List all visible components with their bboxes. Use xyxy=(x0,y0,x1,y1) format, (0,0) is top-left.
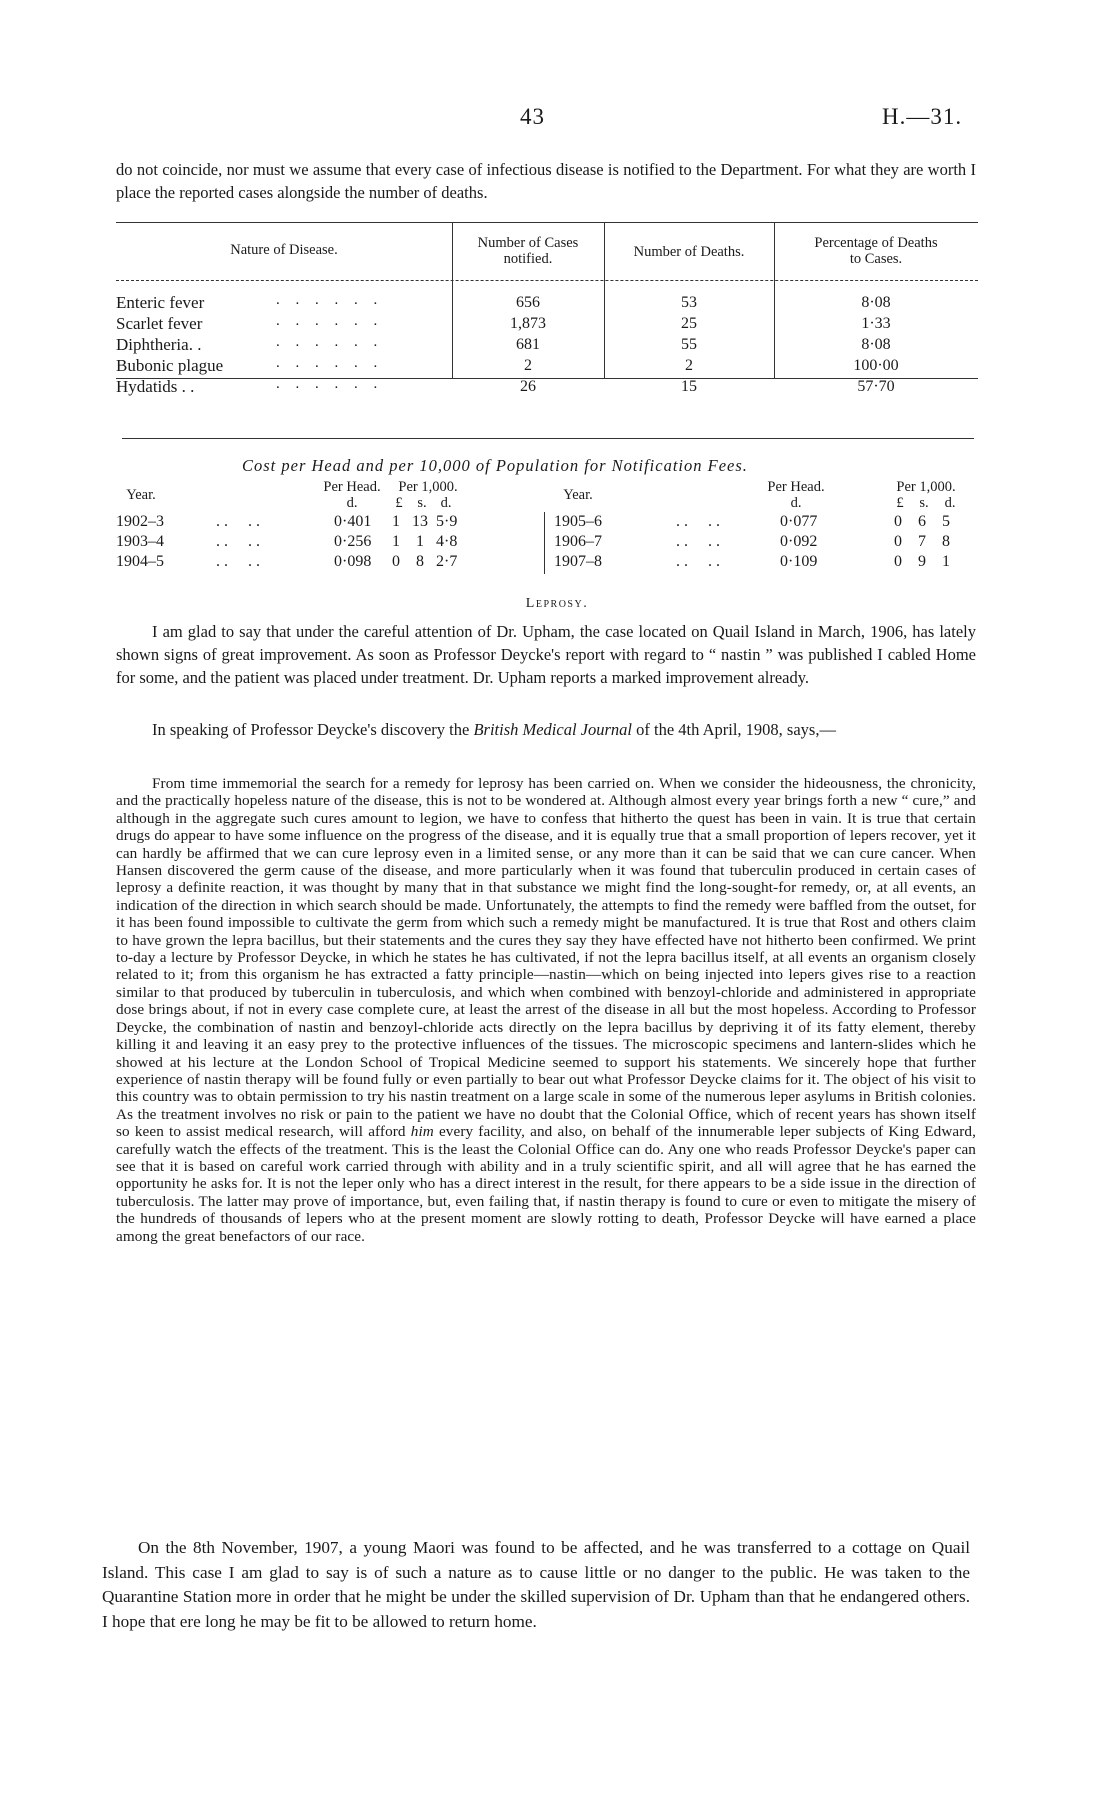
disease-name: Diphtheria. . xyxy=(116,335,202,354)
cases-value: 656 xyxy=(516,294,540,311)
percentage-value: 8·08 xyxy=(861,336,891,353)
table-top-rule xyxy=(116,222,978,223)
cases-value: 681 xyxy=(516,336,540,353)
quotation-text: From time immemorial the search for a remedy for leprosy has been carried on. When we consider the hideousness, the chronicity, and the practically hopeless nature of the disease, this is not to be wondered at. Although almost every year brings forth a new “ cure,” and although in the aggregate such cures amount to legion, we have to confess that hitherto the quest has been in vain. It is true that certain drugs do appear to have some influence on the progress of the disease, and it is equally true that a small proportion of lepers recover, yet it can hardly be affirmed that we can cure leprosy even in a limited sense, or any more than it can be said that we can cure cancer. When Hansen discovered the germ cause of the disease, and more particularly when it was found that tuberculin produced in certain cases of leprosy a definite reaction, it was thought by many that in that substance we might find the long-sought-for remedy, or, at all events, an indication of the direction in which search should be made. Unfortunately, the attempts to find the remedy were baffled from the outset, for it has been found impossible to cultivate the germ from which such a remedy might be manufactured. It is true that Rost and others claim to have grown the lepra bacillus, but their statements and the cures they say they have effected have not hitherto been confirmed. We print to-day a lecture by Professor Deycke, in which he states he has cultivated, if not the lepra bacillus itself, at all events an organism closely related to it; from this organism he has extracted a fatty principle—nastin—which on being injected into lepers gives rise to a reaction similar to that produced by tuberculin in tuberculosis, and which when combined with benzoyl-chloride and administered in appropriate dose brings about, if not in every case complete cure, at least the arrest of the disease in all but the most hopeless. According to Professor Deycke, the combination of nastin and benzoyl-chloride acts directly on the lepra bacillus by depriving it of its fatty element, thereby killing it and leaving it an easy prey to the protective influences of the tissues. The microscopic specimens and lantern-slides which he showed at his lecture at the London School of Tropical Medicine seemed to support his statements. We sincerely hope that further experience of nastin therapy will be found fully or even partially to bear out what Professor Deycke claims for it. The object of his visit to this country was to obtain permission to try his nastin treatment on a large scale in some of the numerous leper asylums in British colonies. As the treatment involves no risk or pain to the patient we have no doubt that the Colonial Office, which of recent years has shown itself so keen to assist medical research, will afford xyxy=(116,775,976,1141)
pence-value: 5·9 xyxy=(436,513,458,530)
pounds-value: 1 xyxy=(392,513,400,530)
section-title-leprosy: Leprosy. xyxy=(525,596,589,611)
disease-name: Hydatids . . xyxy=(116,377,195,396)
header-per-head-unit: d. xyxy=(790,495,802,511)
shillings-value: 1 xyxy=(416,533,424,550)
pence-value: 5 xyxy=(942,513,950,530)
disease-table xyxy=(116,222,978,438)
header-per-thousand: Per 1,000. xyxy=(896,479,956,495)
year-value: 1904–5 xyxy=(116,553,164,570)
journal-title: British Medical Journal xyxy=(473,720,633,739)
header-pence: d. xyxy=(440,495,452,511)
leader-dots: . . . . xyxy=(676,553,724,570)
percentage-value: 1·33 xyxy=(861,315,891,332)
disease-name: Enteric fever xyxy=(116,293,205,312)
leprosy-paragraph-2 xyxy=(116,718,976,741)
fees-table-caption: Cost per Head and per 10,000 of Population for Notification Fees. xyxy=(242,456,748,475)
per-head-value: 0·092 xyxy=(780,533,818,550)
year-value: 1903–4 xyxy=(116,533,164,550)
cases-value: 26 xyxy=(520,378,536,395)
header-year: Year. xyxy=(563,487,593,503)
pounds-value: 1 xyxy=(392,533,400,550)
deaths-value: 55 xyxy=(681,336,697,353)
header-per-thousand: Per 1,000. xyxy=(398,479,458,495)
leprosy-paragraph-1: I am glad to say that under the careful attention of Dr. Upham, the case located on Quail Island in March, 1906, has lately shown signs of great improvement. As soon as Professor Deycke's report with regard to “ nastin ” was published I cabled Home for some, and the patient was placed under treatment. Dr. Upham reports a marked improvement already. xyxy=(116,622,976,687)
deaths-value: 25 xyxy=(681,315,697,332)
deaths-value: 53 xyxy=(681,294,697,311)
leader-dots: . . . . . . xyxy=(276,334,384,350)
leader-dots: . . . . xyxy=(216,513,264,530)
shillings-value: 8 xyxy=(416,553,424,570)
pounds-value: 0 xyxy=(894,553,902,570)
pounds-value: 0 xyxy=(894,513,902,530)
per-head-value: 0·098 xyxy=(334,553,372,570)
pence-value: 2·7 xyxy=(436,553,458,570)
document-reference: H.—31. xyxy=(882,104,963,129)
shillings-value: 13 xyxy=(412,513,428,530)
header-cases-line2: notified. xyxy=(503,251,553,267)
table-header-rule xyxy=(116,280,978,281)
per-head-value: 0·109 xyxy=(780,553,818,570)
pounds-value: 0 xyxy=(392,553,400,570)
header-pounds: £ xyxy=(395,495,403,511)
page-number: 43 xyxy=(520,104,545,129)
shillings-value: 7 xyxy=(918,533,926,550)
per-head-value: 0·256 xyxy=(334,533,372,550)
header-per-head: Per Head. xyxy=(767,479,825,495)
leader-dots: . . . . xyxy=(676,533,724,550)
header-pounds: £ xyxy=(896,495,904,511)
disease-name: Bubonic plague xyxy=(116,356,224,375)
header-cases-line1: Number of Cases xyxy=(477,235,579,251)
cases-value: 2 xyxy=(524,357,532,374)
deaths-value: 15 xyxy=(681,378,697,395)
header-shillings: s. xyxy=(417,495,427,511)
fees-table xyxy=(116,456,978,576)
header-pence: d. xyxy=(944,495,956,511)
leader-dots: . . . . . . xyxy=(276,313,384,329)
pounds-value: 0 xyxy=(894,533,902,550)
leader-dots: . . . . xyxy=(216,553,264,570)
closing-paragraph: On the 8th November, 1907, a young Maori was found to be affected, and he was transferred to a cottage on Quail Island. This case I am glad to say is of such a nature as to cause little or no danger to the public. He was taken to the Quarantine Station more in order that he might be under the skilled supervision of Dr. Upham than that he endangered others. I hope that ere long he may be fit to be allowed to return home. xyxy=(102,1538,970,1631)
header-percentage-line1: Percentage of Deaths xyxy=(814,235,938,251)
column-divider xyxy=(544,512,545,574)
leader-dots: . . . . xyxy=(216,533,264,550)
leader-dots: . . . . . . xyxy=(276,355,384,371)
header-deaths: Number of Deaths. xyxy=(633,244,745,260)
cases-value: 1,873 xyxy=(510,315,546,332)
header-year: Year. xyxy=(126,487,156,503)
pence-value: 1 xyxy=(942,553,950,570)
year-value: 1907–8 xyxy=(554,553,602,570)
header-per-head-unit: d. xyxy=(346,495,358,511)
year-value: 1905–6 xyxy=(554,513,602,530)
pence-value: 4·8 xyxy=(436,533,458,550)
header-nature: Nature of Disease. xyxy=(230,242,338,258)
shillings-value: 6 xyxy=(918,513,926,530)
per-head-value: 0·077 xyxy=(780,513,818,530)
percentage-value: 100·00 xyxy=(853,357,899,374)
leader-dots: . . . . . . xyxy=(276,292,384,308)
header-per-head: Per Head. xyxy=(323,479,381,495)
table-end-rule xyxy=(122,438,974,439)
disease-name: Scarlet fever xyxy=(116,314,203,333)
intro-paragraph: do not coincide, nor must we assume that every case of infectious disease is notified to the Department. For what they are worth I place the reported cases alongside the number of deaths. xyxy=(116,160,976,202)
per-head-value: 0·401 xyxy=(334,513,372,530)
percentage-value: 57·70 xyxy=(857,378,895,395)
paragraph-text: of the 4th April, 1908, says,— xyxy=(632,720,836,739)
shillings-value: 9 xyxy=(918,553,926,570)
pence-value: 8 xyxy=(942,533,950,550)
quotation-text: every facility, and also, on behalf of the innumerable leper subjects of King Edward, carefully watch the effects of the treatment. This is the least the Colonial Office can do. Any one who reads Professor Deycke's paper can see that it is based on careful work carried through with ability and in a truly scientific spirit, and all will agree that he has earned the opportunity he asks for. It is not the leper only who has a direct interest in the result, for there appears to be a side issue in the direction of tuberculosis. The latter may prove of importance, but, even failing that, if nastin therapy is found to cure or even to mitigate the misery of the hundreds of thousands of lepers who at the present moment are slowly rotting to death, Professor Deycke will have earned a place among the great benefactors of our race. xyxy=(116,1123,977,1245)
paragraph-text: In speaking of Professor Deycke's discovery the xyxy=(152,720,474,739)
header-shillings: s. xyxy=(919,495,929,511)
deaths-value: 2 xyxy=(685,357,693,374)
percentage-value: 8·08 xyxy=(861,294,891,311)
emphasis-word: him xyxy=(410,1123,434,1141)
leader-dots: . . . . xyxy=(676,513,724,530)
leader-dots: . . . . . . xyxy=(276,376,384,392)
header-percentage-line2: to Cases. xyxy=(849,251,903,267)
year-value: 1906–7 xyxy=(554,533,602,550)
journal-quotation xyxy=(116,775,976,1245)
year-value: 1902–3 xyxy=(116,513,164,530)
